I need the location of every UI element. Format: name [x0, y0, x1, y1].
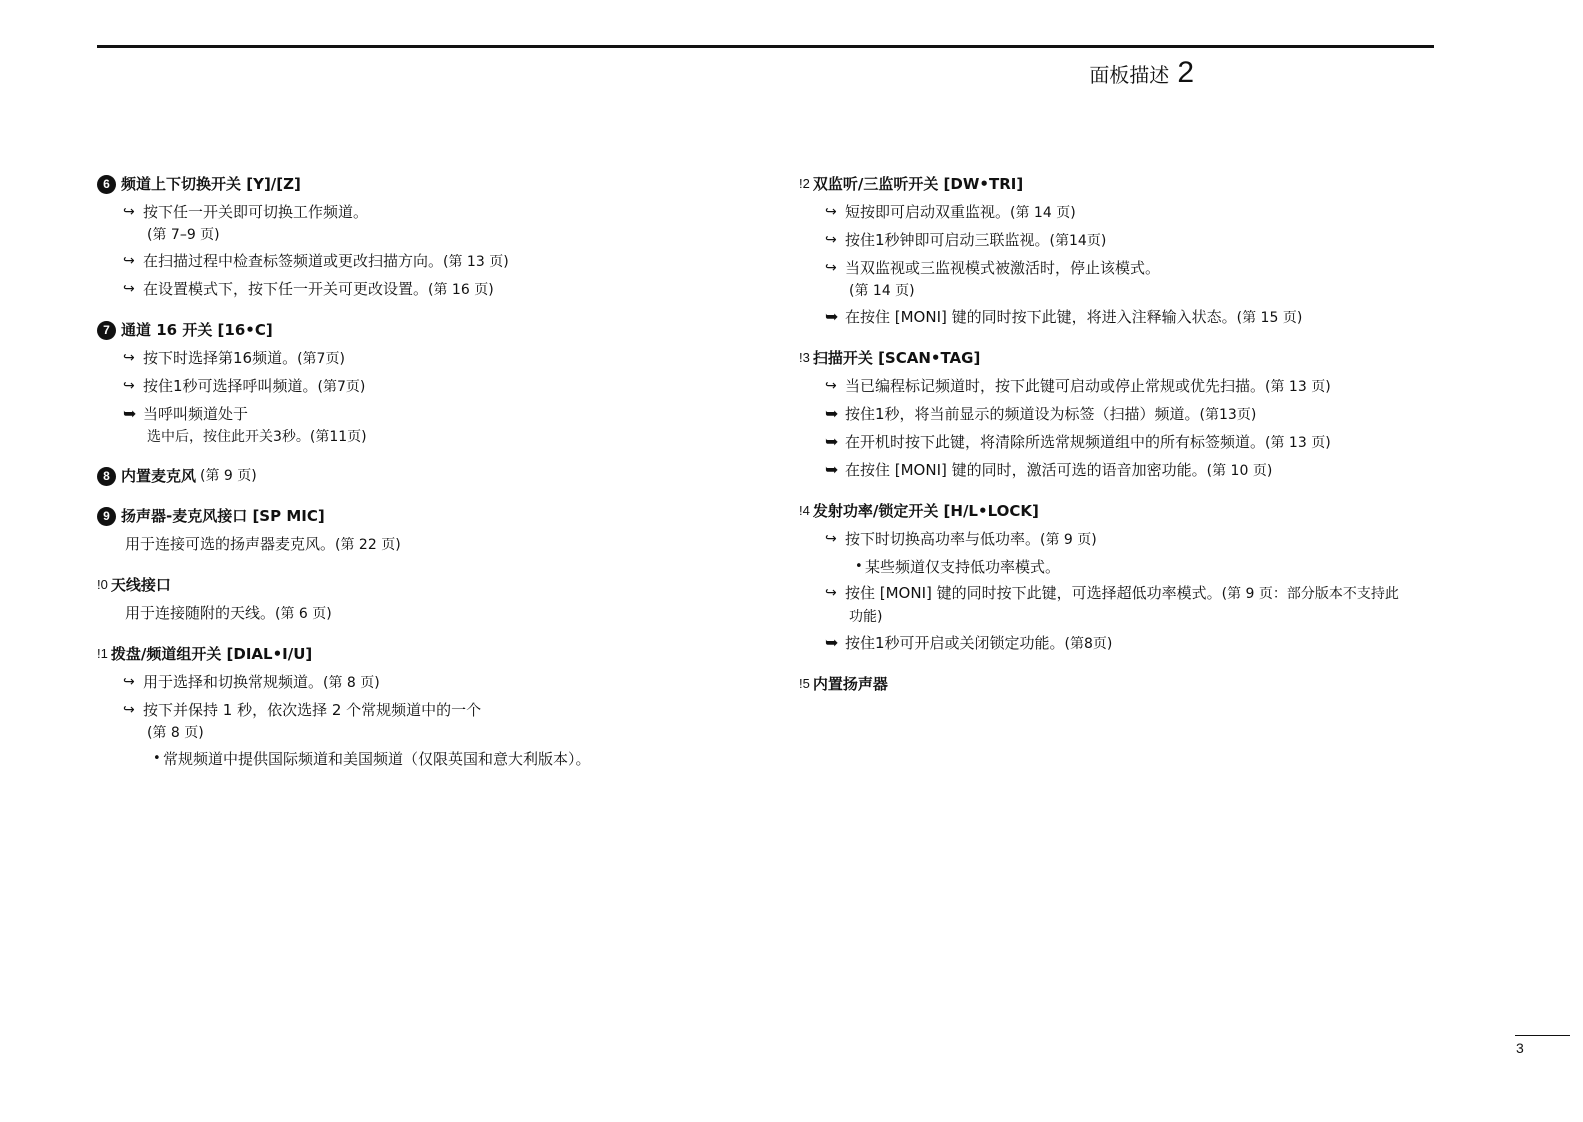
item-number-marker: 7 [97, 321, 116, 340]
press-arrow-icon: ↪ [825, 585, 837, 601]
page-reference: (第13页) [1199, 407, 1257, 423]
line-body: 按住1秒钟即可启动三联监视。 [845, 231, 1050, 249]
section-heading [97, 465, 737, 487]
section-heading [97, 574, 737, 596]
section-title: 频道上下切换开关 [Y]/[Z] [121, 175, 301, 193]
item-number-marker: 9 [97, 507, 116, 526]
section-title: 天线接口 [110, 576, 171, 594]
section-heading [799, 673, 1459, 695]
description-line [799, 582, 1459, 605]
page-reference: (第 9 页) [200, 468, 257, 484]
hold-arrow-icon: ➥ [825, 432, 839, 451]
line-body: 用于选择和切换常规频道。 [143, 673, 324, 691]
item-number-marker: !4 [799, 503, 810, 518]
section-heading [799, 347, 1459, 369]
description-line [97, 278, 737, 301]
bullet-text: 常规频道中提供国际频道和美国频道（仅限英国和意大利版本）。 [163, 750, 591, 768]
press-arrow-icon: ↪ [123, 204, 135, 220]
line-text [143, 699, 481, 721]
description-line [97, 671, 737, 694]
page-reference: (第 16 页) [428, 282, 494, 298]
hold-arrow-icon: ➥ [825, 307, 839, 326]
line-body: 在扫描过程中检查标签频道或更改扫描方向。 [143, 252, 444, 270]
description-line [799, 257, 1459, 279]
description-line [799, 375, 1459, 398]
plain-description [97, 533, 737, 556]
press-arrow-icon: ↪ [123, 281, 135, 297]
section-title: 内置扬声器 [812, 675, 888, 693]
item-number-marker: !0 [97, 577, 108, 592]
line-text [845, 528, 1097, 551]
description-section [97, 319, 737, 447]
description-section [799, 173, 1459, 329]
description-section [97, 173, 737, 301]
page-reference: (第 15 页) [1236, 310, 1303, 326]
page-number-rule [1515, 1035, 1570, 1036]
bullet-note [799, 556, 1459, 578]
line-body: 在开机时按下此键，将清除所选常规频道组中的所有标签频道。 [845, 433, 1266, 451]
section-heading [97, 319, 737, 341]
line-body: 按住 [MONI] 键的同时按下此键，可选择超低功率模式。 [845, 584, 1222, 602]
description-line [799, 632, 1459, 655]
line-body: 当呼叫频道处于 [143, 405, 249, 423]
page-reference: (第 6 页) [275, 606, 332, 622]
description-line [799, 306, 1459, 329]
press-arrow-icon: ↪ [825, 232, 837, 248]
bullet-icon: • [855, 559, 863, 574]
line-body: 按下并保持 1 秒，依次选择 2 个常规频道中的一个 [143, 701, 482, 719]
section-title: 发射功率/锁定开关 [H/L•LOCK] [812, 502, 1039, 520]
description-line [799, 459, 1459, 482]
right-column [799, 173, 1459, 713]
description-line [799, 229, 1459, 252]
item-number-marker: !2 [799, 176, 810, 191]
section-heading [799, 500, 1459, 522]
press-arrow-icon: ↪ [825, 378, 837, 394]
page-reference: (第7页) [297, 351, 345, 367]
line-text [143, 671, 380, 694]
line-text [845, 257, 1160, 279]
line-text [845, 306, 1302, 329]
line-text [845, 459, 1272, 482]
section-title: 内置麦克风 [121, 467, 197, 485]
hold-arrow-icon: ➥ [123, 404, 137, 423]
line-text [845, 632, 1112, 655]
continuation-line: (第 14 页) [849, 283, 915, 299]
left-column [97, 173, 737, 788]
line-text [845, 431, 1331, 454]
press-arrow-icon: ↪ [123, 253, 135, 269]
continuation-line: (第 8 页) [147, 725, 204, 741]
line-body: 当双监视或三监视模式被激活时，停止该模式。 [845, 259, 1161, 277]
press-arrow-icon: ↪ [123, 674, 135, 690]
description-section [799, 347, 1459, 482]
section-heading [97, 643, 737, 665]
line-text [143, 250, 509, 273]
description-section [97, 574, 737, 625]
description-section [799, 500, 1459, 655]
page-reference: (第 10 页) [1206, 463, 1273, 479]
line-body: 按下时切换高功率与低功率。 [845, 530, 1041, 548]
line-body: 按住1秒可选择呼叫频道。 [143, 377, 318, 395]
item-number-marker: !1 [97, 646, 108, 661]
page-reference: (第 9 页：部分版本不支持此 [1221, 586, 1399, 602]
bullet-text: 某些频道仅支持低功率模式。 [865, 558, 1061, 576]
line-body: 在设置模式下，按下任一开关可更改设置。 [143, 280, 429, 298]
section-title: 拨盘/频道组开关 [DIAL•I/U] [110, 645, 313, 663]
line-body: 按住1秒，将当前显示的频道设为标签（扫描）频道。 [845, 405, 1200, 423]
press-arrow-icon: ↪ [825, 531, 837, 547]
page-reference: (第 9 页) [1040, 532, 1097, 548]
description-section [799, 673, 1459, 695]
section-title: 通道 16 开关 [16•C] [121, 321, 273, 339]
press-arrow-icon: ↪ [825, 260, 837, 276]
item-number-marker: !5 [799, 676, 810, 691]
line-body: 用于连接随附的天线。 [125, 604, 276, 622]
chapter-title: 面板描述 [1089, 63, 1170, 87]
line-text [845, 403, 1256, 426]
bullet-note [97, 748, 737, 770]
line-text [143, 375, 365, 398]
continuation-line: 选中后，按住此开关3秒。(第11页) [147, 429, 367, 445]
page-reference: (第 22 页) [335, 537, 401, 553]
chapter-number: 2 [1177, 56, 1194, 89]
page-reference: (第 8 页) [323, 675, 380, 691]
press-arrow-icon: ↪ [825, 204, 837, 220]
line-body: 用于连接可选的扬声器麦克风。 [125, 535, 336, 553]
hold-arrow-icon: ➥ [825, 633, 839, 652]
section-title: 扬声器-麦克风接口 [SP MIC] [121, 507, 325, 525]
hold-arrow-icon: ➥ [825, 404, 839, 423]
bullet-icon: • [153, 751, 161, 766]
line-body: 按下任一开关即可切换工作频道。 [143, 203, 369, 221]
section-heading [97, 505, 737, 527]
page-reference: (第14页) [1049, 233, 1107, 249]
description-section [97, 643, 737, 770]
description-line [799, 431, 1459, 454]
press-arrow-icon: ↪ [123, 702, 135, 718]
description-line [799, 403, 1459, 426]
section-title: 扫描开关 [SCAN•TAG] [812, 349, 981, 367]
description-line [97, 201, 737, 223]
line-body: 当已编程标记频道时，按下此键可启动或停止常规或优先扫描。 [845, 377, 1266, 395]
page-reference: (第8页) [1064, 636, 1113, 652]
line-body: 在按住 [MONI] 键的同时按下此键，将进入注释输入状态。 [845, 308, 1237, 326]
description-section [97, 505, 737, 556]
line-text [845, 582, 1399, 605]
description-line [97, 403, 737, 425]
top-rule [97, 45, 1434, 48]
line-text [845, 201, 1076, 224]
continuation-line: 功能) [849, 609, 883, 625]
item-number-marker: 6 [97, 175, 116, 194]
press-arrow-icon: ↪ [123, 378, 135, 394]
page-reference: (第 13 页) [443, 254, 509, 270]
description-section [97, 465, 737, 487]
page-reference: (第 14 页) [1010, 205, 1076, 221]
plain-description [97, 602, 737, 625]
line-body: 短按即可启动双重监视。 [845, 203, 1011, 221]
page-reference: (第 13 页) [1265, 435, 1331, 451]
item-number-marker: 8 [97, 467, 116, 486]
description-line [97, 699, 737, 721]
line-text [143, 278, 494, 301]
line-body: 按下时选择第16频道。 [143, 349, 298, 367]
page-number: 3 [1516, 1040, 1524, 1056]
chapter-heading [1089, 56, 1194, 90]
description-line [97, 347, 737, 370]
line-body: 在按住 [MONI] 键的同时，激活可选的语音加密功能。 [845, 461, 1207, 479]
line-text [143, 347, 345, 370]
line-text [845, 229, 1106, 252]
line-text [845, 375, 1331, 398]
item-number-marker: !3 [799, 350, 810, 365]
line-body: 按住1秒可开启或关闭锁定功能。 [845, 634, 1065, 652]
description-line [799, 528, 1459, 551]
section-heading [97, 173, 737, 195]
section-title: 双监听/三监听开关 [DW•TRI] [812, 175, 1024, 193]
press-arrow-icon: ↪ [123, 350, 135, 366]
line-text [143, 201, 368, 223]
description-line [799, 201, 1459, 224]
page-reference: (第7页) [317, 379, 366, 395]
section-heading [799, 173, 1459, 195]
continuation-line: (第 7–9 页) [147, 227, 220, 243]
description-line [97, 250, 737, 273]
page-reference: (第 13 页) [1265, 379, 1331, 395]
description-line [97, 375, 737, 398]
line-text [143, 403, 248, 425]
hold-arrow-icon: ➥ [825, 460, 839, 479]
